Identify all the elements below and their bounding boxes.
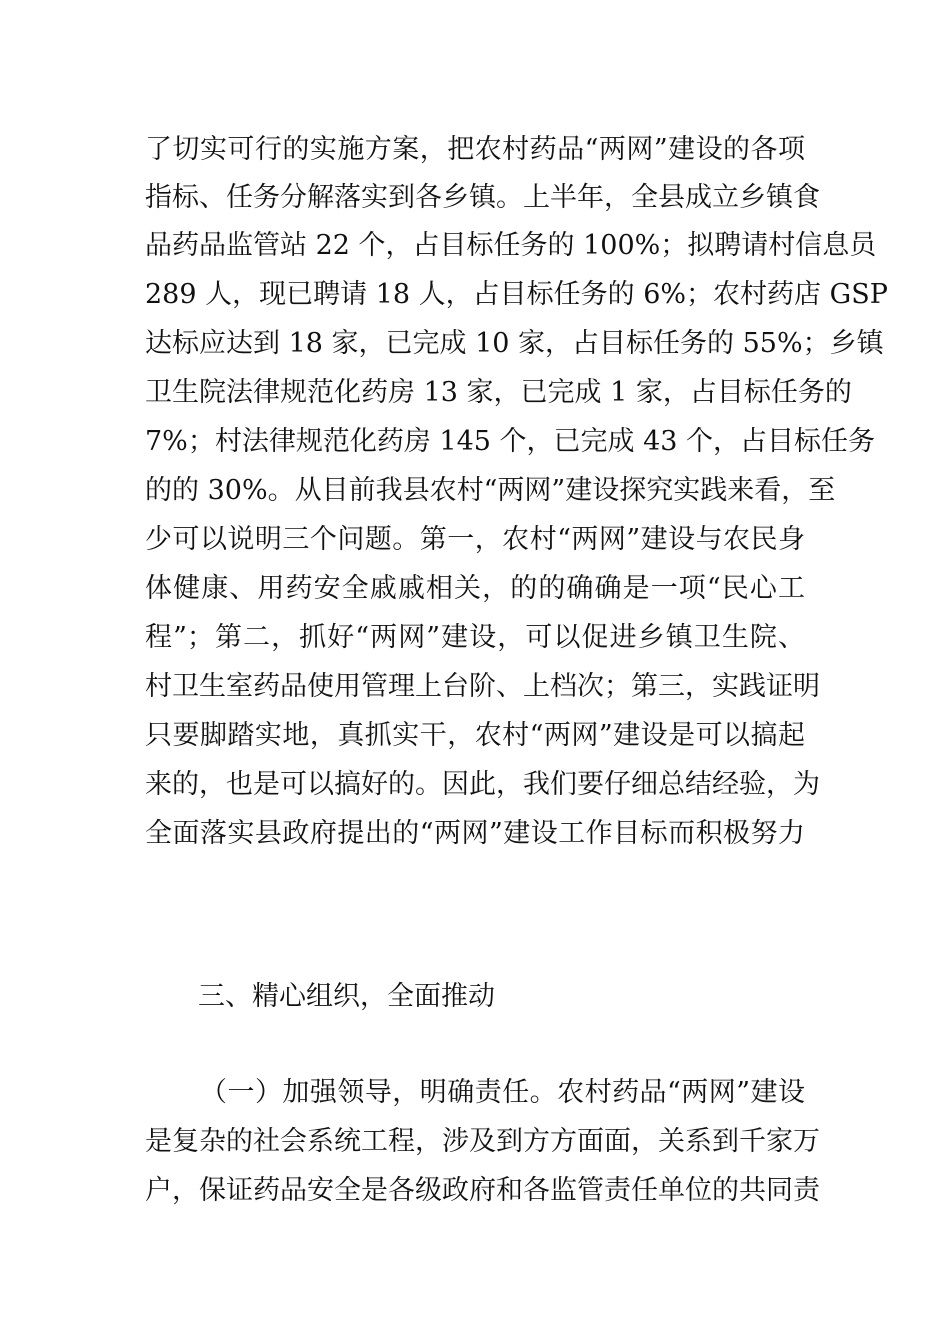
paragraph-line: 达标应达到 18 家，已完成 10 家，占目标任务的 55%；乡镇 — [145, 328, 884, 359]
paragraph-line: 少可以说明三个问题。第一，农村“两网”建设与农民身 — [145, 524, 805, 555]
paragraph-first-line: （一）加强领导，明确责任。农村药品“两网”建设 — [200, 1077, 805, 1108]
section-heading: 三、精心组织，全面推动 — [198, 981, 495, 1012]
paragraph-line: 只要脚踏实地，真抓实干，农村“两网”建设是可以搞起 — [145, 720, 805, 751]
paragraph-line: 指标、任务分解落实到各乡镇。上半年，全县成立乡镇食 — [145, 182, 820, 213]
paragraph-line: 卫生院法律规范化药房 13 家，已完成 1 家，占目标任务的 — [145, 377, 852, 408]
paragraph-line: 体健康、用药安全戚戚相关，的的确确是一项“民心工 — [145, 573, 805, 604]
paragraph-line: 289 人，现已聘请 18 人，占目标任务的 6%；农村药店 GSP — [145, 279, 888, 310]
paragraph-line: 程”；第二，抓好“两网”建设，可以促进乡镇卫生院、 — [145, 622, 805, 653]
paragraph-line: 来的，也是可以搞好的。因此，我们要仔细总结经验，为 — [145, 769, 820, 800]
paragraph-line: 全面落实县政府提出的“两网”建设工作目标而积极努力 — [145, 818, 805, 849]
paragraph-line: 了切实可行的实施方案，把农村药品“两网”建设的各项 — [145, 134, 805, 165]
paragraph-line: 是复杂的社会系统工程，涉及到方方面面，关系到千家万 — [145, 1126, 820, 1157]
paragraph-line: 村卫生室药品使用管理上台阶、上档次；第三，实践证明 — [145, 671, 820, 702]
paragraph-line: 品药品监管站 22 个，占目标任务的 100%；拟聘请村信息员 — [145, 230, 877, 261]
paragraph-line: 的的 30%。从目前我县农村“两网”建设探究实践来看，至 — [145, 475, 836, 506]
paragraph-line: 户，保证药品安全是各级政府和各监管责任单位的共同责 — [145, 1175, 820, 1206]
paragraph-line: 7%；村法律规范化药房 145 个，已完成 43 个，占目标任务 — [145, 426, 876, 457]
